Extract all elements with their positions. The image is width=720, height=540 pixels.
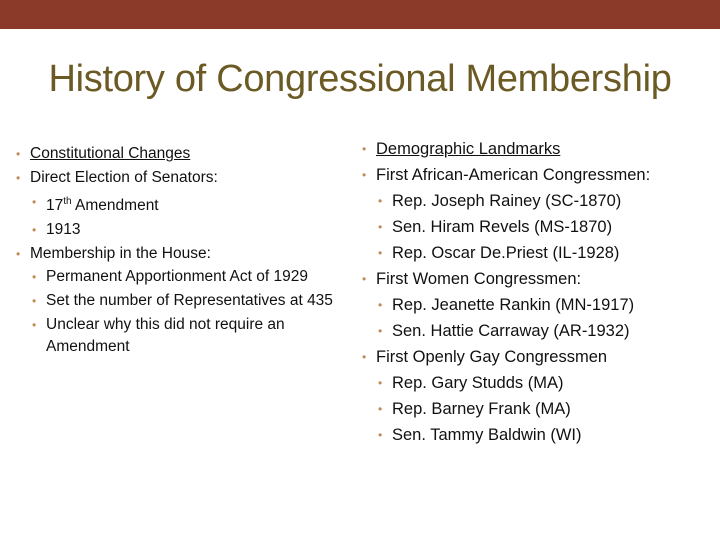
- list-item: [14, 266, 354, 288]
- baldwin-text: Sen. Tammy Baldwin (WI): [392, 426, 582, 444]
- list-item: [360, 162, 710, 188]
- african-american-text: First African-American Congressmen:: [376, 166, 651, 184]
- list-item: [14, 166, 354, 190]
- list-item: [360, 240, 710, 266]
- amendment-suffix: th: [63, 196, 72, 207]
- list-item: [14, 142, 354, 166]
- list-item: [14, 314, 354, 358]
- constitutional-changes-heading: Constitutional Changes: [30, 145, 191, 162]
- frank-text: Rep. Barney Frank (MA): [392, 400, 571, 418]
- studds-text: Rep. Gary Studds (MA): [392, 374, 564, 392]
- rankin-text: Rep. Jeanette Rankin (MN-1917): [392, 296, 635, 314]
- unclear-text: Unclear why this did not require an Amendment: [46, 316, 285, 356]
- list-item: [14, 242, 354, 266]
- right-bullet-list: [360, 136, 710, 448]
- list-item: [14, 190, 354, 218]
- membership-house-text: Membership in the House:: [30, 245, 211, 263]
- set-number-text: Set the number of Representatives at 435: [46, 292, 333, 310]
- list-item: [14, 218, 354, 242]
- list-item: [360, 370, 710, 396]
- list-item: [360, 344, 710, 370]
- list-item: [14, 290, 354, 312]
- year-1913-text: 1913: [46, 221, 81, 239]
- apportionment-text: Permanent Apportionment Act of 1929: [46, 268, 308, 286]
- rainey-text: Rep. Joseph Rainey (SC-1870): [392, 192, 622, 210]
- slide-title: History of Congressional Membership: [48, 58, 672, 100]
- list-item: [360, 318, 710, 344]
- list-item: [360, 188, 710, 214]
- top-accent-bar: [0, 0, 720, 29]
- demographic-heading: Demographic Landmarks: [376, 140, 561, 158]
- left-bullet-list: [14, 142, 354, 360]
- caraway-text: Sen. Hattie Carraway (AR-1932): [392, 322, 630, 340]
- revels-text: Sen. Hiram Revels (MS-1870): [392, 218, 613, 236]
- list-item: [360, 136, 710, 162]
- amendment-word: Amendment: [71, 197, 159, 215]
- list-item: [360, 266, 710, 292]
- list-item: [360, 214, 710, 240]
- list-item: [360, 396, 710, 422]
- list-item: [360, 422, 710, 448]
- gay-text: First Openly Gay Congressmen: [376, 348, 608, 366]
- list-item: [360, 292, 710, 318]
- amendment-number: 17: [46, 197, 64, 215]
- women-text: First Women Congressmen:: [376, 270, 582, 288]
- depriest-text: Rep. Oscar De.Priest (IL-1928): [392, 244, 620, 262]
- direct-election-text: Direct Election of Senators:: [30, 169, 218, 186]
